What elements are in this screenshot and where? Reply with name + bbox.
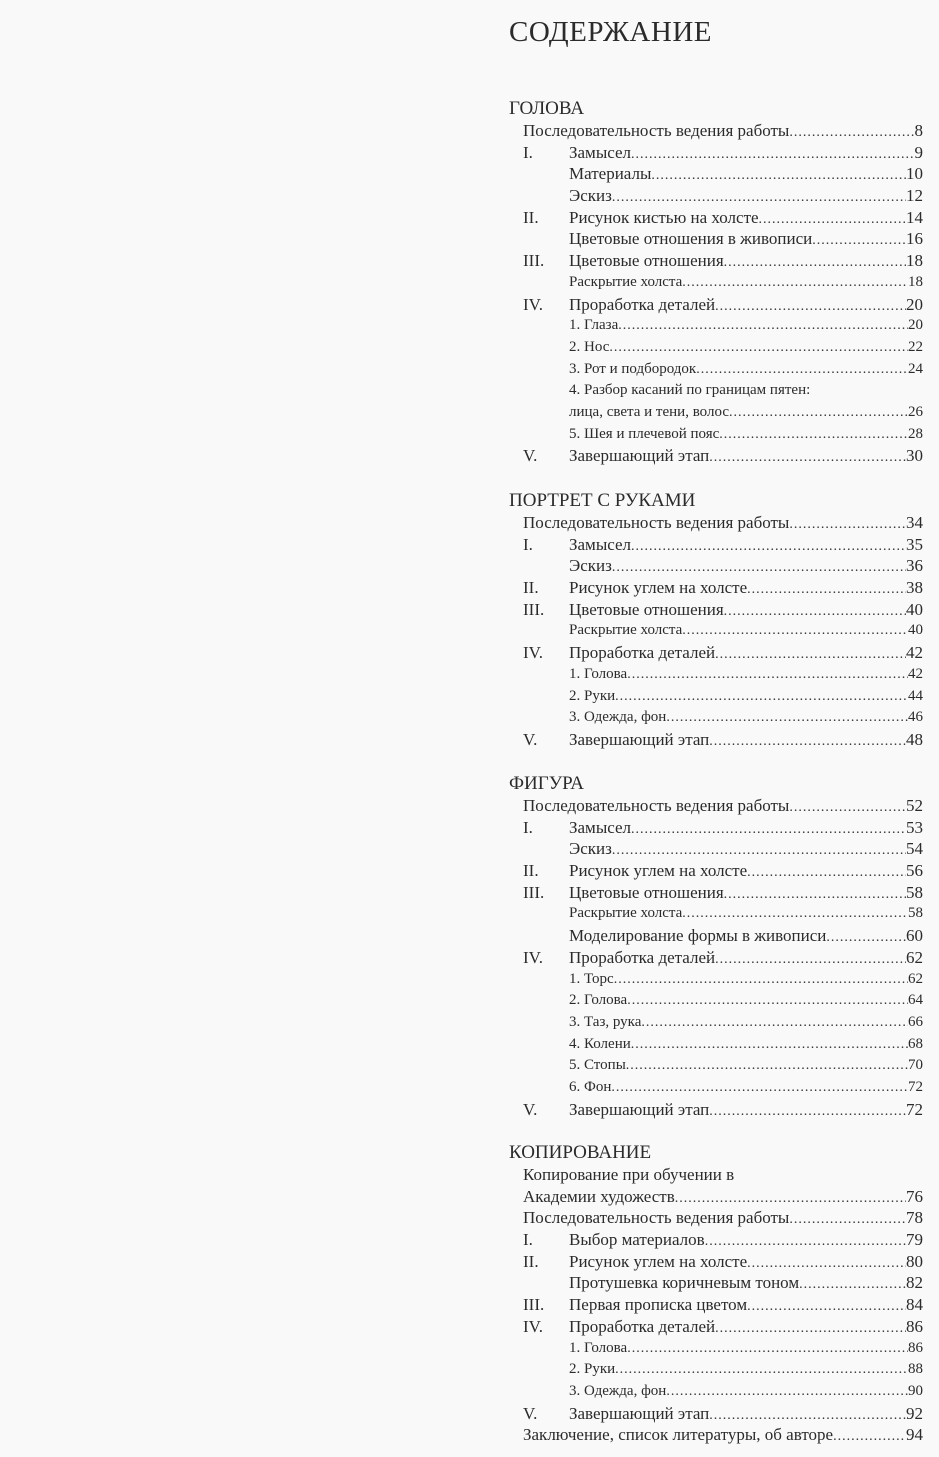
toc-entry (509, 969, 923, 991)
toc-entry (509, 599, 923, 621)
entry-number: II. (523, 207, 539, 227)
dot-leader (724, 884, 906, 906)
entry-page-number: 56 (906, 861, 923, 881)
toc-entry (509, 707, 923, 729)
entry-label: 4. Разбор касаний по границам пятен: (569, 382, 811, 399)
toc-entry (509, 990, 923, 1012)
toc-entry (509, 882, 923, 904)
toc-entry (509, 1294, 923, 1316)
toc-entry (509, 1272, 923, 1294)
entry-page-number: 30 (906, 446, 923, 466)
dot-leader (626, 1055, 908, 1077)
entry-label: Последовательность ведения работы (523, 796, 790, 815)
entry-page-number: 86 (906, 1316, 923, 1336)
entry-label: Моделирование формы в живописи (569, 926, 827, 946)
entry-label: Протушевка коричневым тоном (569, 1273, 800, 1293)
entry-label: Замысел (569, 534, 632, 554)
entry-page-number: 46 (908, 709, 923, 726)
toc-entry (509, 1251, 923, 1273)
toc-entry (509, 1338, 923, 1360)
dot-leader (747, 1253, 906, 1275)
toc-entry (509, 577, 923, 599)
toc-entry (509, 294, 923, 316)
dot-leader (627, 990, 908, 1012)
toc-entry (509, 142, 923, 164)
dot-leader (812, 230, 906, 252)
toc-entry (509, 729, 923, 751)
entry-page-number: 72 (908, 1078, 923, 1095)
toc-entry (509, 120, 923, 142)
entry-label: Замысел (569, 817, 632, 837)
dot-leader (615, 1359, 908, 1381)
entry-page-number: 54 (906, 839, 923, 859)
toc-entry (509, 445, 923, 467)
entry-label: Выбор материалов (569, 1230, 705, 1250)
entry-number: IV. (523, 294, 543, 314)
entry-label: Раскрытие холста (569, 622, 683, 639)
dot-leader (627, 664, 908, 686)
entry-label: Проработка деталей (569, 643, 716, 663)
dot-leader (675, 1188, 906, 1210)
toc-entry (509, 838, 923, 860)
entry-label: Раскрытие холста (569, 905, 683, 922)
dot-leader (627, 1338, 908, 1360)
dot-leader (719, 424, 908, 446)
entry-number: V. (523, 729, 538, 749)
entry-label: Проработка деталей (569, 1316, 716, 1336)
dot-leader (612, 187, 906, 209)
entry-page-number: 94 (906, 1425, 923, 1445)
entry-label: Эскиз (569, 186, 612, 206)
dot-leader (631, 819, 906, 841)
toc-entry (509, 1077, 923, 1099)
entry-label: Эскиз (569, 839, 612, 859)
entry-page-number: 16 (906, 229, 923, 249)
entry-page-number: 42 (908, 665, 923, 682)
entry-label: 3. Таз, рука (569, 1013, 642, 1030)
entry-page-number: 14 (906, 207, 923, 227)
toc-entry (509, 163, 923, 185)
entry-label: Первая прописка цветом (569, 1295, 748, 1315)
entry-label: Эскиз (569, 556, 612, 576)
dot-leader (612, 840, 906, 862)
entry-label: Замысел (569, 142, 632, 162)
dot-leader (789, 514, 906, 536)
toc-entry (509, 1186, 923, 1208)
entry-label: Рисунок углем на холсте (569, 861, 748, 881)
entry-label: Цветовые отношения (569, 882, 724, 902)
section-figure (509, 773, 923, 1120)
entry-page-number: 79 (906, 1230, 923, 1250)
entry-page-number: 42 (906, 643, 923, 663)
entry-label: 1. Глаза (569, 317, 619, 334)
entry-page-number: 62 (908, 970, 923, 987)
toc-entry (509, 534, 923, 556)
entry-page-number: 9 (914, 142, 923, 162)
dot-leader (682, 903, 908, 925)
entry-label: Рисунок углем на холсте (569, 578, 748, 598)
entry-page-number: 48 (906, 729, 923, 749)
entry-page-number: 18 (908, 273, 923, 290)
dot-leader (615, 686, 908, 708)
dot-leader (709, 731, 906, 753)
entry-page-number: 80 (906, 1251, 923, 1271)
entry-page-number: 86 (908, 1339, 923, 1356)
section-title: ГОЛОВА (509, 98, 585, 119)
toc-entry (509, 947, 923, 969)
toc-entry (509, 359, 923, 381)
toc-entry (509, 424, 923, 446)
entry-page-number: 38 (906, 578, 923, 598)
entry-page-number: 20 (906, 294, 923, 314)
entry-label: Рисунок углем на холсте (569, 1251, 748, 1271)
toc-entry (509, 642, 923, 664)
section-title: ФИГУРА (509, 773, 585, 794)
dot-leader (709, 1101, 906, 1123)
entry-label: 1. Голова (569, 665, 628, 682)
entry-number: I. (523, 817, 533, 837)
dot-leader (789, 1209, 906, 1231)
section-portrait-with-hands (509, 490, 923, 751)
entry-number: I. (523, 1230, 533, 1250)
dot-leader (724, 252, 906, 274)
entry-page-number: 12 (906, 186, 923, 206)
dot-leader (715, 949, 906, 971)
dot-leader (747, 579, 906, 601)
entry-page-number: 28 (908, 425, 923, 442)
toc-entry (509, 272, 923, 294)
toc-entry (509, 337, 923, 359)
entry-label: 2. Руки (569, 1361, 616, 1378)
toc-entry (509, 1424, 923, 1446)
entry-number: III. (523, 882, 545, 902)
entry-number: I. (523, 142, 533, 162)
dot-leader (651, 165, 906, 187)
toc-entry (509, 207, 923, 229)
dot-leader (833, 1426, 906, 1448)
dot-leader (641, 1012, 908, 1034)
entry-page-number: 34 (906, 513, 923, 532)
dot-leader (612, 557, 906, 579)
dot-leader (759, 209, 906, 231)
entry-page-number: 68 (908, 1035, 923, 1052)
entry-page-number: 58 (906, 882, 923, 902)
entry-label: 3. Одежда, фон (569, 709, 667, 726)
entry-label: 3. Рот и подбородок (569, 360, 697, 377)
page-title: СОДЕРЖАНИЕ (509, 16, 712, 48)
toc-entry (509, 1034, 923, 1056)
toc-entry (509, 1012, 923, 1034)
entry-number: II. (523, 861, 539, 881)
dot-leader (709, 1405, 906, 1427)
toc-entry (509, 1316, 923, 1338)
entry-page-number: 84 (906, 1295, 923, 1315)
dot-leader (789, 797, 906, 819)
entry-label: Проработка деталей (569, 947, 716, 967)
entry-number: II. (523, 578, 539, 598)
entry-label: 2. Руки (569, 687, 616, 704)
entry-page-number: 40 (906, 599, 923, 619)
entry-label: Цветовые отношения в живописи (569, 229, 813, 249)
entry-page-number: 22 (908, 338, 923, 355)
toc-entry (509, 1403, 923, 1425)
dot-leader (729, 402, 908, 424)
entry-page-number: 76 (906, 1186, 923, 1206)
entry-number: IV. (523, 947, 543, 967)
entry-label: 6. Фон (569, 1078, 612, 1095)
entry-label: 1. Голова (569, 1339, 628, 1356)
toc-entry (509, 664, 923, 686)
toc-entry (509, 860, 923, 882)
entry-page-number: 70 (908, 1057, 923, 1074)
entry-label: Завершающий этап (569, 1099, 710, 1119)
dot-leader (611, 1077, 908, 1099)
entry-number: IV. (523, 1316, 543, 1336)
entry-page-number: 72 (906, 1099, 923, 1119)
entry-label: 2. Голова (569, 992, 628, 1009)
entry-page-number: 44 (908, 687, 923, 704)
dot-leader (631, 536, 906, 558)
section-title: КОПИРОВАНИЕ (509, 1142, 652, 1163)
toc-entry (509, 1359, 923, 1381)
entry-number: V. (523, 1099, 538, 1119)
toc-entry (509, 512, 923, 534)
entry-page-number: 60 (906, 926, 923, 946)
entry-label: Цветовые отношения (569, 251, 724, 271)
dot-leader (715, 1318, 906, 1340)
section-head (509, 98, 923, 467)
entry-label: 5. Шея и плечевой пояс (569, 425, 720, 442)
toc-entry (509, 1055, 923, 1077)
toc-entry (509, 402, 923, 424)
entry-label: лица, света и тени, волос (569, 403, 729, 420)
toc-entry (509, 817, 923, 839)
entry-number: V. (523, 446, 538, 466)
entry-page-number: 82 (906, 1273, 923, 1293)
dot-leader (666, 1381, 908, 1403)
dot-leader (618, 315, 908, 337)
dot-leader (696, 359, 908, 381)
entry-label: Академии художеств (523, 1186, 675, 1206)
toc-entry (509, 315, 923, 337)
entry-number: V. (523, 1403, 538, 1423)
entry-label: Завершающий этап (569, 1403, 710, 1423)
entry-number: III. (523, 599, 545, 619)
entry-page-number: 53 (906, 817, 923, 837)
toc-entry (509, 620, 923, 642)
dot-leader (826, 927, 906, 949)
dot-leader (682, 272, 908, 294)
dot-leader (747, 862, 906, 884)
toc-entry (509, 1207, 923, 1229)
entry-label: Завершающий этап (569, 446, 710, 466)
entry-label: Копирование при обучении в (523, 1165, 735, 1184)
entry-label: Последовательность ведения работы (523, 1208, 790, 1228)
entry-page-number: 35 (906, 534, 923, 554)
toc-entry (509, 1381, 923, 1403)
entry-page-number: 36 (906, 556, 923, 576)
entry-label: Раскрытие холста (569, 273, 683, 290)
dot-leader (666, 707, 908, 729)
entry-page-number: 20 (908, 317, 923, 334)
entry-label: Последовательность ведения работы (523, 513, 790, 532)
entry-label: 4. Колени (569, 1035, 631, 1052)
dot-leader (631, 1034, 908, 1056)
toc-entry (509, 1164, 923, 1186)
dot-leader (789, 122, 914, 144)
entry-label: Проработка деталей (569, 294, 716, 314)
entry-page-number: 52 (906, 796, 923, 815)
entry-page-number: 18 (906, 251, 923, 271)
toc-entry (509, 380, 923, 402)
entry-page-number: 88 (908, 1361, 923, 1378)
entry-page-number: 66 (908, 1013, 923, 1030)
entry-page-number: 24 (908, 360, 923, 377)
entry-label: Цветовые отношения (569, 599, 724, 619)
toc-entry (509, 1099, 923, 1121)
entry-page-number: 90 (908, 1382, 923, 1399)
entry-label: 2. Нос (569, 338, 610, 355)
toc-entry (509, 686, 923, 708)
toc-entry (509, 1229, 923, 1251)
entry-page-number: 64 (908, 992, 923, 1009)
entry-label: Заключение, список литературы, об авторе (523, 1425, 834, 1445)
entry-page-number: 26 (908, 403, 923, 420)
entry-number: II. (523, 1251, 539, 1271)
entry-page-number: 10 (906, 164, 923, 184)
entry-label: Материалы (569, 164, 652, 184)
dot-leader (715, 296, 906, 318)
toc-entry (509, 250, 923, 272)
entry-number: III. (523, 251, 545, 271)
entry-page-number: 40 (908, 622, 923, 639)
entry-label: Рисунок кистью на холсте (569, 207, 759, 227)
entry-page-number: 8 (914, 121, 923, 140)
toc-entry (509, 925, 923, 947)
entry-label: Последовательность ведения работы (523, 121, 790, 140)
dot-leader (747, 1296, 906, 1318)
dot-leader (724, 601, 906, 623)
entry-page-number: 58 (908, 905, 923, 922)
entry-label: 5. Стопы (569, 1057, 626, 1074)
toc-entry (509, 795, 923, 817)
entry-page-number: 78 (906, 1208, 923, 1228)
dot-leader (614, 969, 908, 991)
entry-label: Завершающий этап (569, 729, 710, 749)
entry-label: 3. Одежда, фон (569, 1382, 667, 1399)
section-title: ПОРТРЕТ С РУКАМИ (509, 490, 696, 511)
dot-leader (631, 144, 914, 166)
entry-number: III. (523, 1295, 545, 1315)
toc-entry (509, 228, 923, 250)
toc-entry (509, 555, 923, 577)
section-copying (509, 1142, 923, 1446)
entry-label: 1. Торс (569, 970, 614, 987)
entry-number: I. (523, 534, 533, 554)
toc-entry (509, 185, 923, 207)
dot-leader (705, 1231, 906, 1253)
dot-leader (609, 337, 908, 359)
entry-page-number: 62 (906, 947, 923, 967)
entry-page-number: 92 (906, 1403, 923, 1423)
dot-leader (682, 620, 908, 642)
toc-entry (509, 903, 923, 925)
entry-number: IV. (523, 643, 543, 663)
dot-leader (709, 447, 906, 469)
dot-leader (799, 1274, 906, 1296)
dot-leader (715, 644, 906, 666)
